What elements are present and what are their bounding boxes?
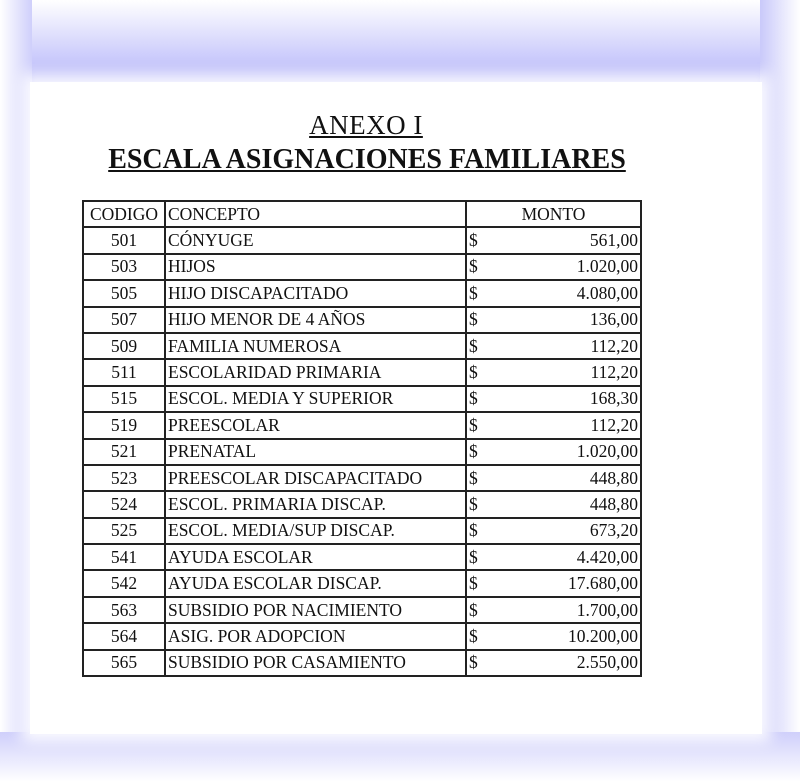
row-currency: $ <box>466 465 486 491</box>
row-code: 542 <box>83 570 165 596</box>
allowance-table <box>82 200 642 677</box>
table-row <box>83 650 641 676</box>
row-amount: 4.420,00 <box>486 544 641 570</box>
row-code: 525 <box>83 518 165 544</box>
table-row <box>83 439 641 465</box>
table-row <box>83 491 641 517</box>
column-header-code: CODIGO <box>83 201 165 227</box>
row-currency: $ <box>466 333 486 359</box>
row-amount: 448,80 <box>486 465 641 491</box>
table-row <box>83 623 641 649</box>
frame-bottom-glow <box>0 732 800 782</box>
table-row <box>83 386 641 412</box>
row-amount: 136,00 <box>486 307 641 333</box>
row-concept: PREESCOLAR <box>165 412 466 438</box>
frame-left-glow <box>0 0 32 782</box>
row-concept: HIJO MENOR DE 4 AÑOS <box>165 307 466 333</box>
table-row <box>83 412 641 438</box>
row-code: 507 <box>83 307 165 333</box>
row-code: 509 <box>83 333 165 359</box>
row-amount: 17.680,00 <box>486 570 641 596</box>
row-currency: $ <box>466 386 486 412</box>
row-concept: AYUDA ESCOLAR <box>165 544 466 570</box>
row-concept: AYUDA ESCOLAR DISCAP. <box>165 570 466 596</box>
row-code: 511 <box>83 359 165 385</box>
table-row <box>83 280 641 306</box>
row-currency: $ <box>466 597 486 623</box>
row-concept: CÓNYUGE <box>165 227 466 253</box>
row-amount: 2.550,00 <box>486 650 641 676</box>
row-currency: $ <box>466 254 486 280</box>
row-concept: HIJOS <box>165 254 466 280</box>
row-concept: ESCOL. PRIMARIA DISCAP. <box>165 491 466 517</box>
row-concept: ESCOL. MEDIA Y SUPERIOR <box>165 386 466 412</box>
row-currency: $ <box>466 544 486 570</box>
table-body <box>83 227 641 676</box>
row-concept: PRENATAL <box>165 439 466 465</box>
row-code: 564 <box>83 623 165 649</box>
row-code: 501 <box>83 227 165 253</box>
row-code: 521 <box>83 439 165 465</box>
row-concept: PREESCOLAR DISCAPACITADO <box>165 465 466 491</box>
row-currency: $ <box>466 412 486 438</box>
column-header-amount: MONTO <box>466 201 641 227</box>
row-currency: $ <box>466 227 486 253</box>
annex-title-text: ANEXO I <box>309 110 423 140</box>
row-code: 503 <box>83 254 165 280</box>
row-code: 505 <box>83 280 165 306</box>
row-amount: 448,80 <box>486 491 641 517</box>
table-row <box>83 254 641 280</box>
row-code: 523 <box>83 465 165 491</box>
row-code: 563 <box>83 597 165 623</box>
column-header-concept: CONCEPTO <box>165 201 466 227</box>
row-code: 565 <box>83 650 165 676</box>
row-currency: $ <box>466 491 486 517</box>
annex-title <box>30 110 702 141</box>
row-code: 519 <box>83 412 165 438</box>
table-header-row <box>83 201 641 227</box>
row-concept: FAMILIA NUMEROSA <box>165 333 466 359</box>
row-amount: 10.200,00 <box>486 623 641 649</box>
row-concept: ESCOLARIDAD PRIMARIA <box>165 359 466 385</box>
row-amount: 673,20 <box>486 518 641 544</box>
row-code: 515 <box>83 386 165 412</box>
table-row <box>83 227 641 253</box>
table-row <box>83 597 641 623</box>
table-row <box>83 307 641 333</box>
row-amount: 1.020,00 <box>486 254 641 280</box>
row-amount: 112,20 <box>486 333 641 359</box>
table-row <box>83 518 641 544</box>
table-row <box>83 465 641 491</box>
table-row <box>83 544 641 570</box>
row-currency: $ <box>466 280 486 306</box>
document-title: ESCALA ASIGNACIONES FAMILIARES <box>108 144 626 175</box>
row-amount: 168,30 <box>486 386 641 412</box>
row-currency: $ <box>466 623 486 649</box>
row-code: 541 <box>83 544 165 570</box>
row-currency: $ <box>466 439 486 465</box>
table-row <box>83 359 641 385</box>
row-amount: 4.080,00 <box>486 280 641 306</box>
row-currency: $ <box>466 570 486 596</box>
frame-top-glow <box>0 0 800 90</box>
row-concept: ESCOL. MEDIA/SUP DISCAP. <box>165 518 466 544</box>
row-concept: HIJO DISCAPACITADO <box>165 280 466 306</box>
row-currency: $ <box>466 307 486 333</box>
row-concept: ASIG. POR ADOPCION <box>165 623 466 649</box>
frame-right-glow <box>760 0 800 782</box>
row-amount: 1.020,00 <box>486 439 641 465</box>
row-amount: 112,20 <box>486 359 641 385</box>
row-currency: $ <box>466 518 486 544</box>
row-amount: 1.700,00 <box>486 597 641 623</box>
table-row <box>83 570 641 596</box>
row-code: 524 <box>83 491 165 517</box>
table-row <box>83 333 641 359</box>
row-currency: $ <box>466 359 486 385</box>
row-amount: 561,00 <box>486 227 641 253</box>
row-amount: 112,20 <box>486 412 641 438</box>
row-concept: SUBSIDIO POR NACIMIENTO <box>165 597 466 623</box>
row-currency: $ <box>466 650 486 676</box>
row-concept: SUBSIDIO POR CASAMIENTO <box>165 650 466 676</box>
